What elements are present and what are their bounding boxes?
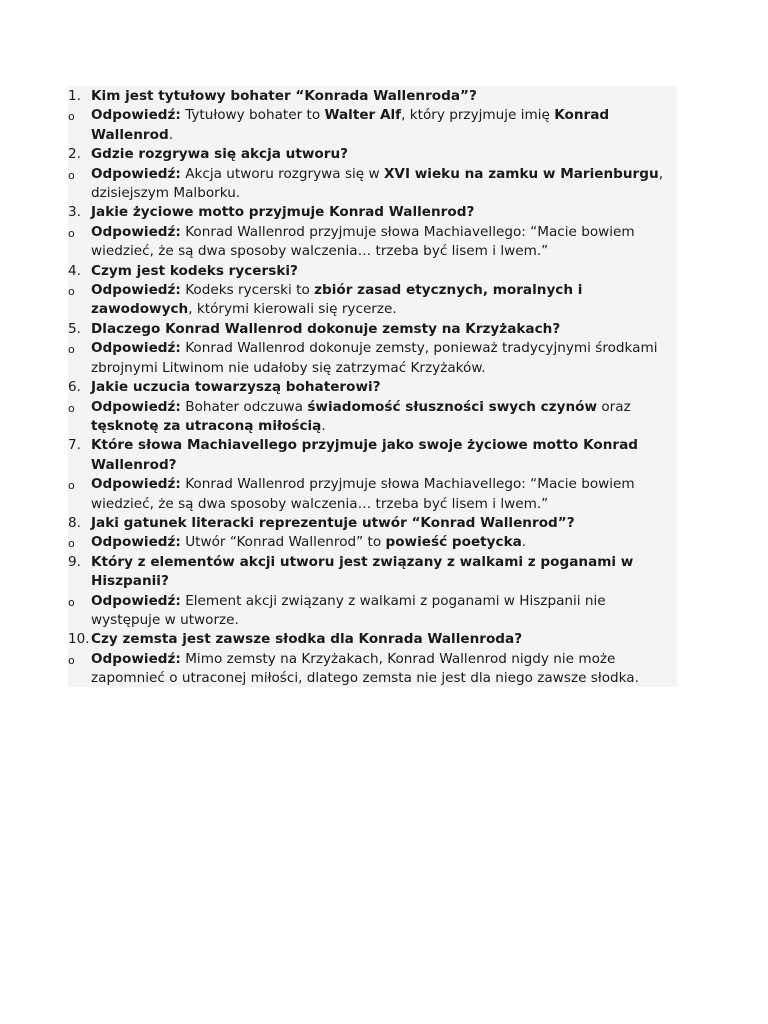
question-number: 9.: [68, 553, 81, 570]
answer-item: [68, 281, 677, 320]
answer-segment: , dzisiejszym Malborku.: [91, 165, 664, 202]
question-item: [68, 514, 677, 533]
bullet-circle-icon: o: [68, 168, 75, 182]
answer-segment: Konrad Wallenrod dokonuje zemsty, ponieważ tradycyjnymi środkami zbrojnymi Litwinom nie udałoby się zatrzymać Krzyżaków.: [91, 340, 658, 376]
question-number: 1.: [68, 88, 81, 104]
answer-item: [68, 475, 677, 514]
answer-segment: Kodeks rycerski to: [180, 282, 315, 299]
answer-segment: Bohater odczuwa: [180, 398, 308, 415]
answer-bold-segment: Odpowiedź:: [91, 107, 181, 124]
bullet-circle-icon: o: [68, 401, 75, 415]
question-item: [68, 320, 677, 339]
question-item: [68, 203, 677, 222]
answer-bold-segment: Walter Alf: [324, 107, 402, 124]
question-text: Kim jest tytułowy bohater “Konrada Wallenroda”?: [91, 88, 477, 104]
question-number: 8.: [68, 514, 81, 531]
qa-list: [68, 87, 677, 689]
answer-bold-segment: powieść poetycka: [385, 534, 522, 551]
bullet-circle-icon: o: [68, 285, 75, 299]
bullet-circle-icon: o: [68, 653, 75, 667]
answer-segment: Konrad Wallenrod przyjmuje słowa Machiavellego: “Macie bowiem wiedzieć, że są dwa sposoby walczenia… trzeba być lisem i lwem.”: [91, 476, 635, 512]
question-item: [68, 262, 677, 281]
answer-segment: Element akcji związany z walkami z poganami w Hiszpanii nie występuje w utworze.: [91, 592, 606, 628]
question-number: 3.: [68, 204, 81, 221]
question-item: [68, 87, 677, 106]
question-number: 10.: [68, 631, 90, 648]
question-text: Czym jest kodeks rycerski?: [91, 262, 298, 279]
answer-bold-segment: zbiór zasad etycznych, moralnych i zawodowych: [91, 282, 583, 318]
answer-item: [68, 533, 677, 552]
qa-document-block: [68, 86, 677, 687]
answer-segment: Utwór “Konrad Wallenrod” to: [180, 534, 386, 551]
answer-segment: , którymi kierowali się rycerze.: [188, 301, 397, 318]
question-number: 7.: [68, 437, 81, 454]
answer-bold-segment: Odpowiedź:: [91, 534, 181, 551]
answer-bold-segment: Odpowiedź:: [91, 592, 181, 609]
answer-bold-segment: Odpowiedź:: [91, 282, 181, 299]
bullet-circle-icon: o: [68, 595, 75, 609]
answer-bold-segment: Odpowiedź:: [91, 223, 181, 240]
answer-segment: Mimo zemsty na Krzyżakach, Konrad Wallenrod nigdy nie może zapomnieć o utraconej miłości, dlatego zemsta nie jest dla niego zawsze słodka.: [91, 650, 639, 687]
question-text: Które słowa Machiavellego przyjmuje jako swoje życiowe motto Konrad Wallenrod?: [91, 437, 638, 473]
question-text: Jakie życiowe motto przyjmuje Konrad Wallenrod?: [91, 204, 475, 221]
question-text: Który z elementów akcji utworu jest związany z walkami z poganami w Hiszpanii?: [91, 553, 634, 590]
answer-segment: Akcja utworu rozgrywa się w: [180, 165, 384, 182]
answer-bold-segment: Odpowiedź:: [91, 398, 181, 415]
answer-segment: .: [321, 417, 326, 434]
answer-segment: oraz: [597, 398, 631, 415]
question-item: [68, 378, 677, 397]
bullet-circle-icon: o: [68, 479, 75, 493]
answer-bold-segment: XVI wieku na zamku w Marienburgu: [383, 165, 659, 182]
answer-item: [68, 650, 677, 689]
answer-segment: Konrad Wallenrod przyjmuje słowa Machiavellego: “Macie bowiem wiedzieć, że są dwa sposoby walczenia… trzeba być lisem i lwem.”: [91, 223, 635, 260]
answer-bold-segment: świadomość słuszności swych czynów: [307, 398, 598, 415]
answer-segment: , który przyjmuje imię: [401, 107, 555, 124]
answer-item: [68, 165, 677, 204]
question-text: Jakie uczucia towarzyszą bohaterowi?: [91, 379, 381, 396]
question-item: [68, 436, 677, 475]
question-item: [68, 630, 677, 649]
bullet-circle-icon: o: [68, 226, 75, 240]
question-text: Dlaczego Konrad Wallenrod dokonuje zemsty na Krzyżakach?: [91, 320, 561, 337]
question-item: [68, 553, 677, 592]
question-item: [68, 145, 677, 164]
question-number: 6.: [68, 379, 81, 396]
bullet-circle-icon: o: [68, 110, 75, 124]
question-text: Gdzie rozgrywa się akcja utworu?: [91, 146, 349, 163]
answer-item: [68, 223, 677, 262]
answer-item: [68, 106, 677, 145]
answer-bold-segment: Odpowiedź:: [91, 650, 181, 667]
answer-bold-segment: Konrad Wallenrod: [91, 107, 610, 143]
bullet-circle-icon: o: [68, 537, 75, 551]
question-text: Jaki gatunek literacki reprezentuje utwór “Konrad Wallenrod”?: [91, 514, 575, 531]
answer-item: [68, 398, 677, 437]
bullet-circle-icon: o: [68, 343, 75, 357]
answer-bold-segment: Odpowiedź:: [91, 476, 181, 493]
answer-item: [68, 339, 677, 378]
question-number: 2.: [68, 146, 81, 163]
question-number: 4.: [68, 262, 81, 279]
question-text: Czy zemsta jest zawsze słodka dla Konrada Wallenroda?: [91, 631, 523, 648]
answer-segment: .: [168, 126, 174, 143]
answer-bold-segment: Odpowiedź:: [91, 165, 181, 182]
answer-segment: .: [521, 534, 527, 551]
answer-segment: Tytułowy bohater to: [180, 107, 325, 124]
question-number: 5.: [68, 320, 81, 337]
answer-bold-segment: Odpowiedź:: [91, 340, 181, 357]
answer-bold-segment: tęsknotę za utraconą miłością: [91, 417, 322, 434]
answer-item: [68, 592, 677, 631]
